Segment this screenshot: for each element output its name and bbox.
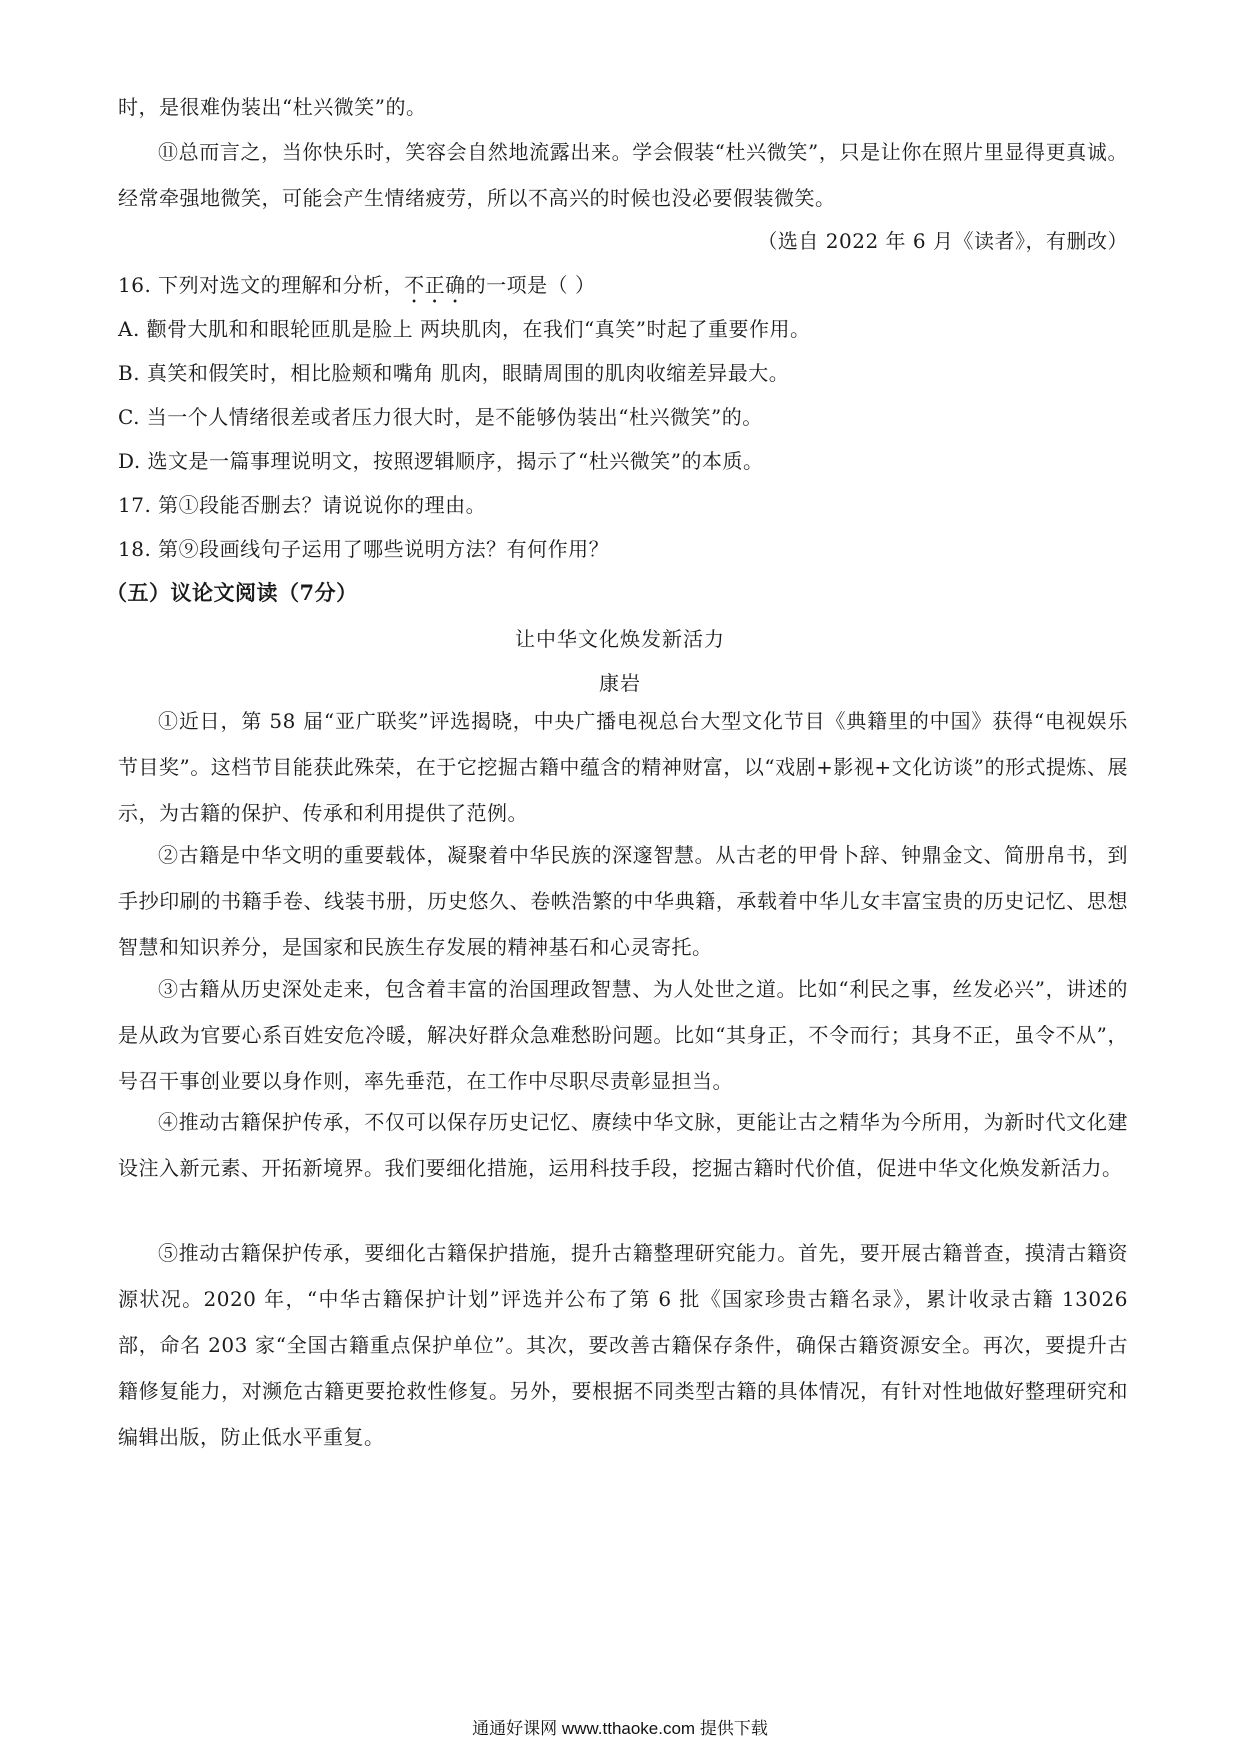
paragraph-5: ⑤推动古籍保护传承，要细化古籍保护措施，提升古籍整理研究能力。首先，要开展古籍普查，摸清古籍资源状况。2020 年，“中华古籍保护计划”评选并公布了第 6 批《国家珍贵古籍名录》，累计收录古籍 13026 部，命名 203 家“全国古籍重点保护单位”。其次，要改善古籍保存条件，确保古籍资源安全。再次，要提升古籍修复能力，对濒危古籍更要抢救性修复。另外，要根据不同类型古籍的具体情况，有针对性地做好整理研究和编辑出版，防止低水平重复。 [118,1241,1128,1449]
question-18: 18. 第⑨段画线句子运用了哪些说明方法？有何作用？ [118,537,610,561]
question-16-tail: 的一项是（ ） [465,273,596,297]
option-b: B. 真笑和假笑时，相比脸颊和嘴角 肌肉，眼睛周围的肌肉收缩差异最大。 [118,361,790,385]
section-heading: （五）议论文阅读（7分） [106,580,358,605]
question-16-stem: 16. 下列对选文的理解和分析， [118,273,405,297]
footer-download-note: 通通好课网 www.tthaoke.com 提供下载 [472,1719,768,1738]
paragraph-2: ②古籍是中华文明的重要载体，凝聚着中华民族的深邃智慧。从古老的甲骨卜辞、钟鼎金文、简册帛书，到手抄印刷的书籍手卷、线装书册，历史悠久、卷帙浩繁的中华典籍，承载着中华儿女丰富宝贵的历史记忆、思想智慧和知识养分，是国家和民族生存发展的精神基石和心灵寄托。 [118,843,1128,959]
paragraph-4: ④推动古籍保护传承，不仅可以保存历史记忆、赓续中华文脉，更能让古之精华为今所用，为新时代文化建设注入新元素、开拓新境界。我们要细化措施，运用科技手段，挖掘古籍时代价值，促进中华文化焕发新活力。 [118,1110,1128,1180]
article-title: 让中华文化焕发新活力 [515,627,725,651]
article-author: 康岩 [599,671,641,695]
question-17: 17. 第①段能否删去？请说说你的理由。 [118,493,487,517]
source-citation: （选自 2022 年 6 月《读者》，有删改） [757,229,1128,253]
question-16-emphasis: 不正确 [404,273,466,297]
option-a: A. 颧骨大肌和和眼轮匝肌是脸上 两块肌肉，在我们“真笑”时起了重要作用。 [118,317,811,341]
paragraph-3: ③古籍从历史深处走来，包含着丰富的治国理政智慧、为人处世之道。比如“利民之事，丝发必兴”，讲述的是从政为官要心系百姓安危冷暖，解决好群众急难愁盼问题。比如“其身正，不令而行；其身不正，虽令不从”，号召干事创业要以身作则，率先垂范，在工作中尽职尽责彰显担当。 [118,977,1128,1093]
passage-continuation-line: 时，是很难伪装出“杜兴微笑”的。 [118,95,427,119]
paragraph-1: ①近日，第 58 届“亚广联奖”评选揭晓，中央广播电视总台大型文化节目《典籍里的中国》获得“电视娱乐节目奖”。这档节目能获此殊荣，在于它挖掘古籍中蕴含的精神财富，以“戏剧+影视+文化访谈”的形式提炼、展示，为古籍的保护、传承和利用提供了范例。 [118,709,1128,825]
option-d: D. 选文是一篇事理说明文，按照逻辑顺序，揭示了“杜兴微笑”的本质。 [118,449,764,473]
question-16 [118,262,1128,308]
option-c: C. 当一个人情绪很差或者压力很大时，是不能够伪装出“杜兴微笑”的。 [118,405,763,429]
paragraph-11: ⑪总而言之，当你快乐时，笑容会自然地流露出来。学会假装“杜兴微笑”，只是让你在照片里显得更真诚。经常牵强地微笑，可能会产生情绪疲劳，所以不高兴的时候也没必要假装微笑。 [118,140,1128,210]
